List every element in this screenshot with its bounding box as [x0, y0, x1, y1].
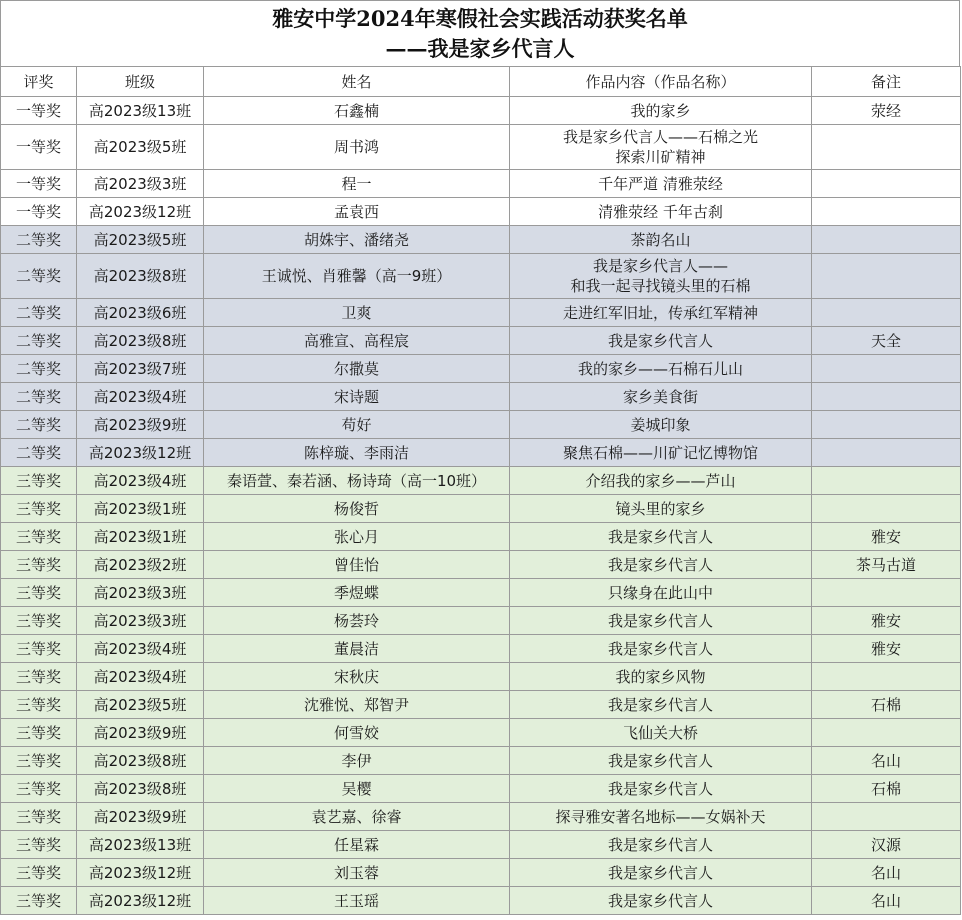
cell-note[interactable]: 汉源: [812, 831, 961, 859]
table-row: [1, 355, 961, 383]
cell-work[interactable]: [510, 97, 812, 125]
cell-note[interactable]: 茶马古道: [812, 551, 961, 579]
cell-name[interactable]: 张心月: [204, 523, 510, 551]
cell-name[interactable]: 刘玉蓉: [204, 859, 510, 887]
table-row: [1, 747, 961, 775]
cell-award[interactable]: 三等奖: [1, 467, 77, 495]
cell-award[interactable]: 二等奖: [1, 355, 77, 383]
cell-name[interactable]: 石鑫楠: [204, 97, 510, 125]
cell-note[interactable]: [812, 355, 961, 383]
cell-note[interactable]: 雅安: [812, 523, 961, 551]
cell-work[interactable]: [510, 635, 812, 663]
cell-award[interactable]: 三等奖: [1, 859, 77, 887]
cell-class[interactable]: 高2023级4班: [77, 635, 204, 663]
cell-class[interactable]: 高2023级5班: [77, 691, 204, 719]
table-row: [1, 97, 961, 125]
column-header-work[interactable]: 作品内容（作品名称）: [510, 67, 812, 97]
cell-work-line: 我是家乡代言人: [607, 891, 713, 910]
cell-note[interactable]: 名山: [812, 747, 961, 775]
cell-class[interactable]: 高2023级8班: [77, 254, 204, 299]
cell-note[interactable]: 名山: [812, 859, 961, 887]
table-body: [1, 97, 961, 915]
table-row: [1, 859, 961, 887]
cell-work[interactable]: [510, 467, 812, 495]
cell-note[interactable]: [812, 170, 961, 198]
cell-award[interactable]: 三等奖: [1, 607, 77, 635]
cell-work[interactable]: [510, 663, 812, 691]
cell-note[interactable]: [812, 299, 961, 327]
cell-work[interactable]: [510, 226, 812, 254]
table-row: [1, 719, 961, 747]
cell-note[interactable]: [812, 467, 961, 495]
cell-work-line: 镜头里的家乡: [615, 499, 706, 518]
cell-work[interactable]: [510, 198, 812, 226]
cell-award[interactable]: 三等奖: [1, 663, 77, 691]
cell-name[interactable]: 曾佳怡: [204, 551, 510, 579]
column-header-award[interactable]: 评奖: [1, 67, 77, 97]
cell-work[interactable]: [510, 299, 812, 327]
cell-work-line: 我的家乡: [630, 101, 691, 120]
cell-name[interactable]: 宋诗题: [204, 383, 510, 411]
column-header-class[interactable]: 班级: [77, 67, 204, 97]
cell-class[interactable]: 高2023级5班: [77, 226, 204, 254]
cell-work[interactable]: [510, 383, 812, 411]
cell-work-line: 探寻雅安著名地标——女娲补天: [555, 807, 766, 826]
cell-note[interactable]: [812, 663, 961, 691]
cell-award[interactable]: 三等奖: [1, 747, 77, 775]
cell-name[interactable]: 袁艺嘉、徐睿: [204, 803, 510, 831]
table-row: [1, 803, 961, 831]
table-row: [1, 254, 961, 299]
cell-note[interactable]: 雅安: [812, 607, 961, 635]
table-row: [1, 299, 961, 327]
cell-award[interactable]: 三等奖: [1, 551, 77, 579]
cell-work[interactable]: [510, 495, 812, 523]
cell-work[interactable]: [510, 551, 812, 579]
cell-note[interactable]: 雅安: [812, 635, 961, 663]
cell-work[interactable]: [510, 747, 812, 775]
cell-award[interactable]: 一等奖: [1, 125, 77, 170]
cell-name[interactable]: 何雪姣: [204, 719, 510, 747]
cell-work[interactable]: [510, 327, 812, 355]
cell-award[interactable]: 三等奖: [1, 579, 77, 607]
cell-award[interactable]: 一等奖: [1, 97, 77, 125]
cell-work-line: 我的家乡——石棉石儿山: [577, 359, 743, 378]
cell-class[interactable]: 高2023级3班: [77, 170, 204, 198]
cell-work-line: 我是家乡代言人: [607, 611, 713, 630]
cell-name[interactable]: 季煜蝶: [204, 579, 510, 607]
table-row: [1, 125, 961, 170]
cell-name[interactable]: 吴樱: [204, 775, 510, 803]
cell-class[interactable]: 高2023级13班: [77, 97, 204, 125]
table-row: [1, 495, 961, 523]
header-row: [1, 67, 961, 97]
cell-award[interactable]: 三等奖: [1, 691, 77, 719]
cell-work-line: 家乡美食街: [622, 387, 698, 406]
cell-work-line: 聚焦石棉——川矿记忆博物馆: [562, 443, 758, 462]
cell-class[interactable]: 高2023级1班: [77, 495, 204, 523]
cell-name[interactable]: 李伊: [204, 747, 510, 775]
cell-class[interactable]: 高2023级12班: [77, 859, 204, 887]
cell-award[interactable]: 三等奖: [1, 635, 77, 663]
cell-award[interactable]: 三等奖: [1, 495, 77, 523]
table-row: [1, 635, 961, 663]
cell-class[interactable]: 高2023级12班: [77, 887, 204, 915]
cell-class[interactable]: 高2023级12班: [77, 439, 204, 467]
cell-work[interactable]: [510, 775, 812, 803]
cell-work[interactable]: [510, 887, 812, 915]
cell-class[interactable]: 高2023级3班: [77, 579, 204, 607]
cell-note[interactable]: [812, 125, 961, 170]
cell-name[interactable]: 周书鸿: [204, 125, 510, 170]
cell-work[interactable]: [510, 607, 812, 635]
cell-class[interactable]: 高2023级2班: [77, 551, 204, 579]
cell-class[interactable]: 高2023级7班: [77, 355, 204, 383]
column-header-name[interactable]: 姓名: [204, 67, 510, 97]
cell-award[interactable]: 二等奖: [1, 327, 77, 355]
cell-note[interactable]: [812, 439, 961, 467]
title-line-1: 雅安中学2024年寒假社会实践活动获奖名单: [272, 6, 688, 31]
cell-award[interactable]: 一等奖: [1, 198, 77, 226]
table-row: [1, 170, 961, 198]
cell-note[interactable]: [812, 719, 961, 747]
table-row: [1, 327, 961, 355]
cell-work[interactable]: [510, 254, 812, 299]
cell-work[interactable]: [510, 691, 812, 719]
cell-note[interactable]: [812, 226, 961, 254]
cell-name[interactable]: 程一: [204, 170, 510, 198]
cell-work[interactable]: [510, 170, 812, 198]
cell-class[interactable]: 高2023级4班: [77, 383, 204, 411]
cell-work[interactable]: [510, 579, 812, 607]
cell-award[interactable]: 一等奖: [1, 170, 77, 198]
cell-class[interactable]: 高2023级12班: [77, 198, 204, 226]
cell-name[interactable]: 杨荟玲: [204, 607, 510, 635]
table-row: [1, 523, 961, 551]
cell-work-line: 我是家乡代言人: [607, 695, 713, 714]
cell-name[interactable]: 苟好: [204, 411, 510, 439]
cell-name[interactable]: 王玉瑶: [204, 887, 510, 915]
cell-work-line: 飞仙关大桥: [622, 723, 698, 742]
table-row: [1, 579, 961, 607]
cell-class[interactable]: 高2023级6班: [77, 299, 204, 327]
cell-award[interactable]: 三等奖: [1, 523, 77, 551]
cell-work[interactable]: [510, 803, 812, 831]
cell-name[interactable]: 杨俊哲: [204, 495, 510, 523]
cell-award[interactable]: 三等奖: [1, 775, 77, 803]
cell-class[interactable]: 高2023级9班: [77, 411, 204, 439]
cell-work-line: 茶韵名山: [630, 230, 691, 249]
table-row: [1, 663, 961, 691]
table-row: [1, 198, 961, 226]
cell-work-line: 只缘身在此山中: [607, 583, 713, 602]
cell-work-line: 我是家乡代言人: [607, 639, 713, 658]
cell-work[interactable]: [510, 523, 812, 551]
cell-class[interactable]: 高2023级8班: [77, 747, 204, 775]
cell-class[interactable]: 高2023级1班: [77, 523, 204, 551]
cell-name[interactable]: 卫爽: [204, 299, 510, 327]
cell-work-line: 介绍我的家乡——芦山: [585, 471, 736, 490]
cell-work[interactable]: [510, 439, 812, 467]
cell-note[interactable]: [812, 495, 961, 523]
cell-class[interactable]: 高2023级8班: [77, 775, 204, 803]
cell-work[interactable]: [510, 355, 812, 383]
cell-work-line: 我是家乡代言人——: [592, 257, 728, 275]
cell-note[interactable]: [812, 803, 961, 831]
title-line-2: ——我是家乡代言人: [385, 36, 575, 61]
cell-name[interactable]: 高雅宣、高程宸: [204, 327, 510, 355]
cell-name[interactable]: 沈雅悦、郑智尹: [204, 691, 510, 719]
sheet-title: [0, 0, 960, 66]
table-row: [1, 383, 961, 411]
cell-note[interactable]: [812, 411, 961, 439]
table-row: [1, 411, 961, 439]
cell-award[interactable]: 二等奖: [1, 439, 77, 467]
cell-name[interactable]: 任星霖: [204, 831, 510, 859]
column-header-note[interactable]: 备注: [812, 67, 961, 97]
cell-class[interactable]: 高2023级3班: [77, 607, 204, 635]
table-row: [1, 439, 961, 467]
cell-work-line: 姜城印象: [630, 415, 691, 434]
cell-work[interactable]: [510, 831, 812, 859]
cell-work[interactable]: [510, 125, 812, 170]
cell-note[interactable]: [812, 198, 961, 226]
award-table: [0, 66, 961, 915]
cell-note[interactable]: [812, 254, 961, 299]
cell-work-line: 我是家乡代言人: [607, 331, 713, 350]
cell-award[interactable]: 三等奖: [1, 803, 77, 831]
cell-award[interactable]: 二等奖: [1, 226, 77, 254]
cell-note[interactable]: 石棉: [812, 775, 961, 803]
cell-work-line: 我是家乡代言人: [607, 751, 713, 770]
cell-class[interactable]: 高2023级13班: [77, 831, 204, 859]
cell-work[interactable]: [510, 719, 812, 747]
cell-award[interactable]: 二等奖: [1, 383, 77, 411]
cell-name[interactable]: 陈梓璇、李雨洁: [204, 439, 510, 467]
table-row: [1, 887, 961, 915]
table-row: [1, 607, 961, 635]
cell-name[interactable]: 宋秋庆: [204, 663, 510, 691]
cell-work-line: 千年严道 清雅荥经: [598, 174, 723, 193]
cell-note[interactable]: 名山: [812, 887, 961, 915]
cell-work[interactable]: [510, 859, 812, 887]
cell-work-line: 我是家乡代言人——石棉之光: [562, 128, 758, 146]
cell-name[interactable]: 王诚悦、肖雅馨（高一9班）: [204, 254, 510, 299]
cell-work-line: 我的家乡风物: [615, 667, 706, 686]
cell-note[interactable]: [812, 579, 961, 607]
cell-work-line: 我是家乡代言人: [607, 835, 713, 854]
cell-work-line: 我是家乡代言人: [607, 863, 713, 882]
cell-class[interactable]: 高2023级4班: [77, 467, 204, 495]
cell-class[interactable]: 高2023级9班: [77, 719, 204, 747]
cell-class[interactable]: 高2023级8班: [77, 327, 204, 355]
cell-award[interactable]: 三等奖: [1, 719, 77, 747]
table-row: [1, 226, 961, 254]
cell-work-line: 和我一起寻找镜头里的石棉: [570, 277, 751, 295]
cell-name[interactable]: 尔撒莫: [204, 355, 510, 383]
cell-award[interactable]: 二等奖: [1, 411, 77, 439]
cell-work[interactable]: [510, 411, 812, 439]
table-row: [1, 551, 961, 579]
cell-name[interactable]: 胡姝宇、潘绪尧: [204, 226, 510, 254]
table-row: [1, 831, 961, 859]
table-row: [1, 691, 961, 719]
cell-work-line: 清雅荥经 千年古刹: [598, 202, 723, 221]
table-row: [1, 775, 961, 803]
cell-award[interactable]: 二等奖: [1, 254, 77, 299]
cell-award[interactable]: 二等奖: [1, 299, 77, 327]
cell-note[interactable]: [812, 383, 961, 411]
cell-work-line: 我是家乡代言人: [607, 555, 713, 574]
cell-note[interactable]: 天全: [812, 327, 961, 355]
cell-class[interactable]: 高2023级4班: [77, 663, 204, 691]
cell-note[interactable]: 荥经: [812, 97, 961, 125]
cell-name[interactable]: 秦语萱、秦若涵、杨诗琦（高一10班）: [204, 467, 510, 495]
cell-note[interactable]: 石棉: [812, 691, 961, 719]
cell-award[interactable]: 三等奖: [1, 887, 77, 915]
cell-class[interactable]: 高2023级5班: [77, 125, 204, 170]
cell-class[interactable]: 高2023级9班: [77, 803, 204, 831]
cell-award[interactable]: 三等奖: [1, 831, 77, 859]
cell-work-line: 我是家乡代言人: [607, 779, 713, 798]
cell-work-line: 走进红军旧址，传承红军精神: [562, 303, 758, 322]
cell-name[interactable]: 董晨洁: [204, 635, 510, 663]
cell-work-line: 探索川矿精神: [615, 148, 706, 166]
cell-work-line: 我是家乡代言人: [607, 527, 713, 546]
table-row: [1, 467, 961, 495]
cell-name[interactable]: 孟袁西: [204, 198, 510, 226]
